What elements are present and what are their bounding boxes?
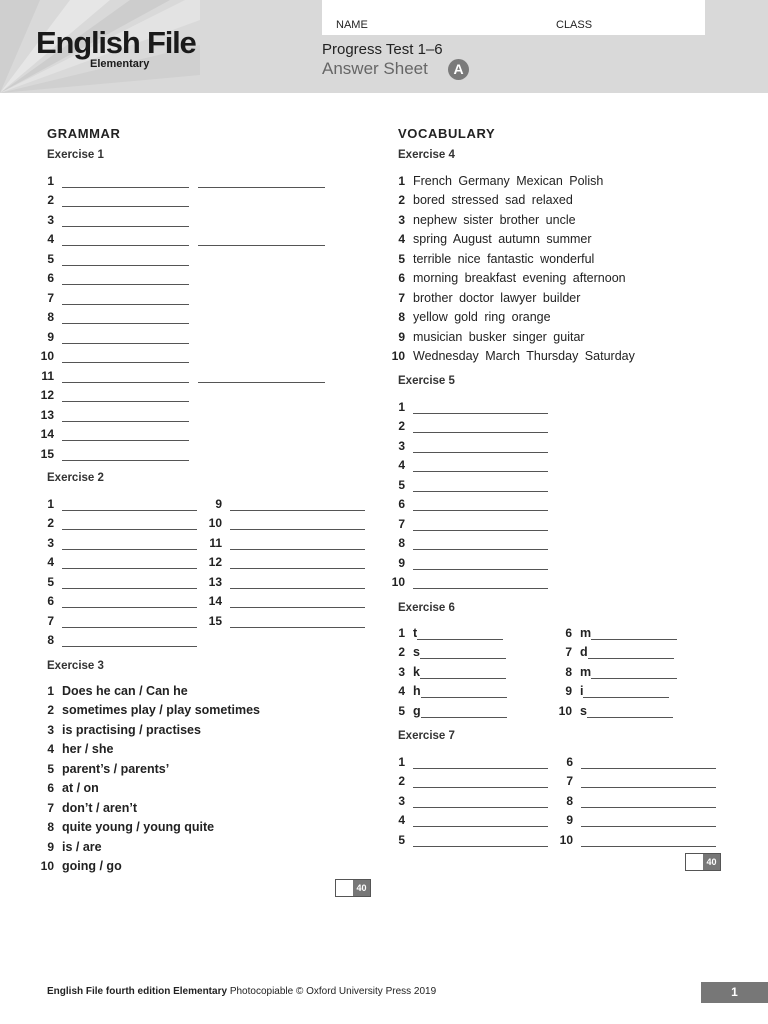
grammar-heading: GRAMMAR <box>47 126 121 141</box>
answer-row <box>32 530 197 550</box>
word-set-row <box>383 188 635 208</box>
answer-row <box>32 628 197 648</box>
item-number: 4 <box>398 684 405 698</box>
item-number: 4 <box>47 742 54 756</box>
word-set[interactable]: bored stressed sad relaxed <box>413 193 573 207</box>
choice-text[interactable]: Does he can / Can he <box>62 683 188 698</box>
header-band <box>0 0 768 93</box>
item-number: 7 <box>47 290 54 305</box>
item-number: 10 <box>40 349 54 363</box>
item-number: 6 <box>47 594 54 608</box>
answer-row <box>32 491 197 511</box>
word-set-row <box>383 344 635 364</box>
answer-row <box>383 414 548 434</box>
item-number: 10 <box>208 516 222 530</box>
item-number: 12 <box>208 555 222 569</box>
item-number: 4 <box>398 813 405 827</box>
answer-line[interactable] <box>413 421 548 433</box>
word-set[interactable]: nephew sister brother uncle <box>413 212 576 227</box>
word-set[interactable]: brother doctor lawyer builder <box>413 290 581 305</box>
answer-line[interactable] <box>62 351 189 363</box>
item-number: 15 <box>40 446 54 461</box>
page-number: 1 <box>701 982 768 1003</box>
letter-answer-row <box>383 659 507 679</box>
answer-line[interactable] <box>230 499 365 511</box>
logo-title: English File <box>36 25 196 60</box>
answer-row <box>383 433 548 453</box>
item-number: 3 <box>47 722 54 737</box>
answer-row <box>32 266 325 286</box>
item-number: 3 <box>47 535 54 550</box>
word-set[interactable]: musician busker singer guitar <box>413 329 585 344</box>
item-number: 9 <box>215 496 222 511</box>
answer-row <box>32 168 325 188</box>
footer-text <box>47 986 436 997</box>
letter-answer-row <box>550 679 677 699</box>
answer-row <box>551 749 716 769</box>
word-set[interactable]: spring August autumn summer <box>413 232 592 246</box>
exercise-2-right-rows <box>200 491 365 628</box>
answer-line[interactable] <box>230 596 365 608</box>
item-number: 3 <box>398 664 405 679</box>
exercise-2-left-rows <box>32 491 197 647</box>
item-number: 10 <box>391 349 405 363</box>
item-number: 2 <box>47 703 54 717</box>
name-label: NAME <box>336 19 368 31</box>
first-letter: t <box>413 625 418 640</box>
answer-line[interactable] <box>581 776 716 788</box>
item-number: 13 <box>208 574 222 589</box>
item-number: 14 <box>208 594 222 608</box>
answer-row <box>383 827 548 847</box>
choice-text[interactable]: sometimes play / play sometimes <box>62 703 261 717</box>
item-number: 1 <box>398 399 405 414</box>
choice-row <box>32 737 260 757</box>
exercise-3-rows <box>32 678 260 873</box>
word-set[interactable]: French Germany Mexican Polish <box>413 173 604 188</box>
item-number: 8 <box>566 793 573 808</box>
answer-line[interactable] <box>62 410 189 422</box>
answer-line[interactable] <box>413 577 548 589</box>
answer-row <box>32 227 325 247</box>
exercise-4-rows <box>383 168 635 363</box>
answer-line[interactable] <box>62 254 189 266</box>
answer-row <box>551 769 716 789</box>
answer-row <box>32 305 325 325</box>
answer-row <box>32 363 325 383</box>
answer-line[interactable] <box>62 234 189 246</box>
answer-row <box>383 570 548 590</box>
word-set-row <box>383 246 635 266</box>
exercise-7-title: Exercise 7 <box>398 730 455 742</box>
choice-row <box>32 795 260 815</box>
exercise-5-rows <box>383 394 548 589</box>
answer-line[interactable] <box>230 616 365 628</box>
exercise-1-title: Exercise 1 <box>47 149 104 161</box>
first-letter: h <box>413 684 421 698</box>
item-number: 9 <box>398 555 405 570</box>
choice-row <box>32 815 260 835</box>
item-number: 8 <box>47 633 54 647</box>
item-number: 10 <box>558 703 572 718</box>
answer-line[interactable] <box>198 176 325 188</box>
item-number: 6 <box>47 271 54 285</box>
answer-row <box>551 827 716 847</box>
choice-text[interactable]: parent’s / parents’ <box>62 761 170 776</box>
item-number: 6 <box>565 625 572 640</box>
answer-line[interactable] <box>591 667 677 679</box>
answer-row <box>32 246 325 266</box>
item-number: 14 <box>40 427 54 441</box>
item-number: 6 <box>398 271 405 285</box>
item-number: 11 <box>209 535 222 550</box>
answer-line[interactable] <box>413 558 548 570</box>
answer-line[interactable] <box>413 538 548 550</box>
answer-row <box>383 788 548 808</box>
item-number: 4 <box>47 232 54 246</box>
answer-line[interactable] <box>413 402 548 414</box>
item-number: 1 <box>398 625 405 640</box>
item-number: 1 <box>47 683 54 698</box>
answer-line[interactable] <box>62 518 197 530</box>
grammar-score-box[interactable] <box>335 879 371 897</box>
answer-line[interactable] <box>583 686 669 698</box>
grammar-score-total: 40 <box>353 880 370 896</box>
answer-line[interactable] <box>230 577 365 589</box>
exercise-4-title: Exercise 4 <box>398 149 455 161</box>
item-number: 4 <box>47 555 54 569</box>
item-number: 10 <box>559 832 573 847</box>
item-number: 9 <box>566 813 573 827</box>
answer-line[interactable] <box>62 577 197 589</box>
answer-line[interactable] <box>62 273 189 285</box>
choice-row <box>32 854 260 874</box>
answer-line[interactable] <box>198 234 325 246</box>
vocabulary-score-box[interactable] <box>685 853 721 871</box>
choice-row <box>32 698 260 718</box>
item-number: 2 <box>398 645 405 659</box>
item-number: 9 <box>565 684 572 698</box>
test-title: Progress Test 1–6 <box>322 41 443 58</box>
class-label: CLASS <box>556 19 593 31</box>
item-number: 3 <box>47 212 54 227</box>
first-letter: m <box>580 664 592 679</box>
first-letter: i <box>580 684 584 698</box>
answer-row <box>32 569 197 589</box>
answer-row <box>383 749 548 769</box>
answer-line[interactable] <box>581 815 716 827</box>
item-number: 8 <box>47 820 54 834</box>
exercise-2-title: Exercise 2 <box>47 472 104 484</box>
answer-line[interactable] <box>420 667 506 679</box>
item-number: 4 <box>398 232 405 246</box>
item-number: 2 <box>47 516 54 530</box>
answer-line[interactable] <box>62 215 189 227</box>
answer-line[interactable] <box>413 815 548 827</box>
answer-row <box>200 491 365 511</box>
exercise-1-rows <box>32 168 325 461</box>
answer-row <box>383 394 548 414</box>
answer-row <box>32 188 325 208</box>
answer-row <box>200 530 365 550</box>
answer-line[interactable] <box>230 538 365 550</box>
item-number: 8 <box>398 310 405 324</box>
answer-row <box>32 402 325 422</box>
answer-row <box>32 383 325 403</box>
answer-row <box>383 511 548 531</box>
word-set-row <box>383 227 635 247</box>
answer-line[interactable] <box>62 293 189 305</box>
item-number: 12 <box>40 388 54 402</box>
answer-line[interactable] <box>62 176 189 188</box>
footer-copyright: Photocopiable © Oxford University Press 2019 <box>229 986 437 997</box>
first-letter: s <box>413 645 420 659</box>
answer-line[interactable] <box>62 616 197 628</box>
answer-line[interactable] <box>62 332 189 344</box>
choice-text[interactable]: is practising / practises <box>62 722 201 737</box>
item-number: 5 <box>47 761 54 776</box>
item-number: 2 <box>398 193 405 207</box>
exercise-6-right-rows <box>550 620 677 718</box>
word-set-row <box>383 168 635 188</box>
word-set-row <box>383 207 635 227</box>
answer-sheet-title: Answer Sheet <box>322 59 428 78</box>
answer-line[interactable] <box>62 635 197 647</box>
item-number: 5 <box>398 477 405 492</box>
answer-row <box>383 492 548 512</box>
version-badge: A <box>448 59 469 80</box>
answer-line[interactable] <box>62 449 189 461</box>
answer-row <box>200 511 365 531</box>
answer-row <box>383 472 548 492</box>
vocabulary-score-total: 40 <box>703 854 720 870</box>
answer-line[interactable] <box>587 706 673 718</box>
answer-line[interactable] <box>62 499 197 511</box>
answer-line[interactable] <box>417 628 503 640</box>
answer-row <box>200 608 365 628</box>
word-set-row <box>383 324 635 344</box>
answer-row <box>32 608 197 628</box>
item-number: 6 <box>47 781 54 795</box>
item-number: 15 <box>208 613 222 628</box>
name-class-box[interactable] <box>322 0 705 35</box>
word-set[interactable]: yellow gold ring orange <box>413 310 551 324</box>
answer-line[interactable] <box>62 429 189 441</box>
logo-subtitle: Elementary <box>90 58 150 70</box>
answer-line[interactable] <box>413 519 548 531</box>
first-letter: k <box>413 664 420 679</box>
item-number: 4 <box>398 458 405 472</box>
item-number: 10 <box>391 575 405 589</box>
item-number: 9 <box>47 839 54 854</box>
first-letter: m <box>580 625 592 640</box>
answer-row <box>32 589 197 609</box>
exercise-7-left-rows <box>383 749 548 847</box>
choice-text[interactable]: at / on <box>62 781 99 795</box>
answer-line[interactable] <box>413 796 548 808</box>
answer-row <box>32 344 325 364</box>
letter-answer-row <box>550 620 677 640</box>
item-number: 1 <box>47 496 54 511</box>
choice-row <box>32 678 260 698</box>
item-number: 13 <box>40 407 54 422</box>
item-number: 1 <box>398 173 405 188</box>
item-number: 2 <box>398 419 405 433</box>
answer-line[interactable] <box>413 441 548 453</box>
answer-line[interactable] <box>581 835 716 847</box>
answer-row <box>383 453 548 473</box>
item-number: 8 <box>398 536 405 550</box>
letter-answer-row <box>550 698 677 718</box>
choice-text[interactable]: going / go <box>62 859 122 873</box>
choice-row <box>32 834 260 854</box>
item-number: 3 <box>398 793 405 808</box>
letter-answer-row <box>383 620 507 640</box>
first-letter: d <box>580 645 588 659</box>
exercise-5-title: Exercise 5 <box>398 375 455 387</box>
answer-line[interactable] <box>413 757 548 769</box>
answer-line[interactable] <box>413 835 548 847</box>
choice-row <box>32 756 260 776</box>
item-number: 2 <box>398 774 405 788</box>
answer-row <box>32 207 325 227</box>
answer-line[interactable] <box>62 390 189 402</box>
item-number: 1 <box>398 754 405 769</box>
answer-line[interactable] <box>413 776 548 788</box>
answer-row <box>32 550 197 570</box>
word-set[interactable]: morning breakfast evening afternoon <box>413 271 626 285</box>
choice-row <box>32 717 260 737</box>
item-number: 11 <box>41 368 54 383</box>
exercise-6-left-rows <box>383 620 507 718</box>
choice-text[interactable]: don’t / aren’t <box>62 800 137 815</box>
item-number: 7 <box>566 774 573 788</box>
answer-line[interactable] <box>421 686 507 698</box>
answer-line[interactable] <box>230 518 365 530</box>
answer-row <box>32 285 325 305</box>
answer-row <box>32 441 325 461</box>
item-number: 5 <box>398 251 405 266</box>
item-number: 8 <box>47 310 54 324</box>
exercise-6-title: Exercise 6 <box>398 602 455 614</box>
answer-row <box>32 324 325 344</box>
answer-line[interactable] <box>62 371 189 383</box>
answer-line[interactable] <box>62 596 197 608</box>
item-number: 6 <box>398 497 405 511</box>
word-set-row <box>383 285 635 305</box>
choice-text[interactable]: quite young / young quite <box>62 820 215 834</box>
answer-line[interactable] <box>198 371 325 383</box>
vocabulary-heading: VOCABULARY <box>398 126 496 141</box>
answer-row <box>383 769 548 789</box>
word-set[interactable]: Wednesday March Thursday Saturday <box>413 349 635 363</box>
choice-text[interactable]: is / are <box>62 839 102 854</box>
answer-line[interactable] <box>62 195 189 207</box>
word-set-row <box>383 305 635 325</box>
answer-row <box>32 511 197 531</box>
exercise-3-title: Exercise 3 <box>47 660 104 672</box>
item-number: 3 <box>398 438 405 453</box>
answer-row <box>200 550 365 570</box>
english-file-logo <box>36 25 196 70</box>
word-set[interactable]: terrible nice fantastic wonderful <box>413 251 595 266</box>
item-number: 5 <box>398 832 405 847</box>
item-number: 5 <box>47 574 54 589</box>
item-number: 9 <box>47 329 54 344</box>
item-number: 8 <box>565 664 572 679</box>
answer-row <box>383 550 548 570</box>
exercise-7-right-rows <box>551 749 716 847</box>
answer-line[interactable] <box>413 460 548 472</box>
answer-line[interactable] <box>421 706 507 718</box>
item-number: 3 <box>398 212 405 227</box>
answer-row <box>200 569 365 589</box>
letter-answer-row <box>383 698 507 718</box>
answer-line[interactable] <box>413 499 548 511</box>
choice-text[interactable]: her / she <box>62 742 114 756</box>
item-number: 5 <box>47 251 54 266</box>
word-set-row <box>383 266 635 286</box>
letter-answer-row <box>550 640 677 660</box>
letter-answer-row <box>550 659 677 679</box>
answer-line[interactable] <box>588 647 674 659</box>
item-number: 6 <box>566 754 573 769</box>
first-letter: s <box>580 703 587 718</box>
item-number: 7 <box>565 645 572 659</box>
answer-row <box>551 808 716 828</box>
item-number: 7 <box>398 516 405 531</box>
answer-line[interactable] <box>420 647 506 659</box>
answer-row <box>200 589 365 609</box>
item-number: 10 <box>40 859 54 873</box>
answer-row <box>551 788 716 808</box>
answer-line[interactable] <box>62 312 189 324</box>
item-number: 5 <box>398 703 405 718</box>
item-number: 1 <box>47 173 54 188</box>
item-number: 7 <box>398 290 405 305</box>
answer-line[interactable] <box>591 628 677 640</box>
answer-row <box>383 808 548 828</box>
item-number: 9 <box>398 329 405 344</box>
answer-line[interactable] <box>62 538 197 550</box>
answer-line[interactable] <box>581 757 716 769</box>
item-number: 7 <box>47 800 54 815</box>
answer-line[interactable] <box>230 557 365 569</box>
choice-row <box>32 776 260 796</box>
first-letter: g <box>413 703 421 718</box>
answer-row <box>383 531 548 551</box>
answer-line[interactable] <box>581 796 716 808</box>
answer-line[interactable] <box>413 480 548 492</box>
answer-row <box>32 422 325 442</box>
item-number: 7 <box>47 613 54 628</box>
answer-line[interactable] <box>62 557 197 569</box>
letter-answer-row <box>383 679 507 699</box>
letter-answer-row <box>383 640 507 660</box>
footer-book-title: English File fourth edition Elementary <box>47 986 228 997</box>
item-number: 2 <box>47 193 54 207</box>
